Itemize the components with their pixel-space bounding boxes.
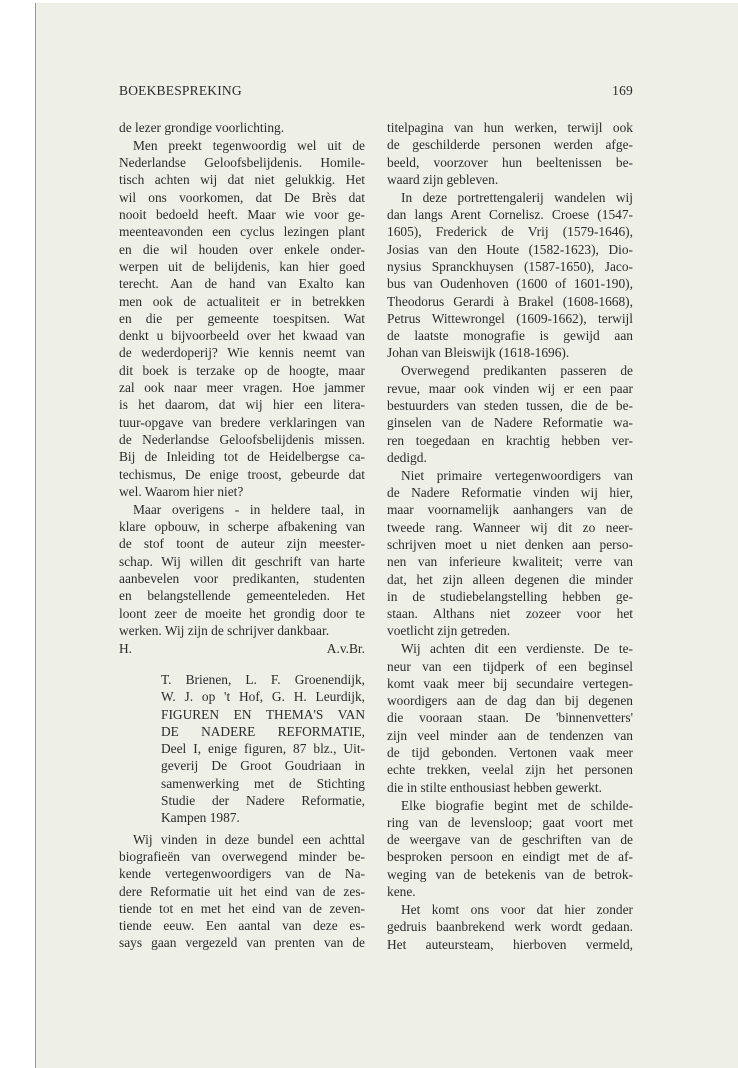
text-line: maar voornamelijk aanhangers van de [387, 502, 633, 518]
text-line: tweede rang. Wanneer wij dit zo neer- [387, 519, 633, 535]
book-reference [161, 671, 365, 827]
text-line: in de studiebelangstelling hebben ge- [387, 588, 633, 604]
paragraph [119, 119, 365, 136]
text-line: schap. Wij willen dit geschrift van harte [119, 553, 365, 569]
text-line: tuur-opgave van bredere verklaringen van [119, 414, 365, 430]
text-line: loont zeer de moeite het grondig door te [119, 605, 365, 621]
running-header: BOEKBESPREKING [119, 83, 242, 98]
page-number: 169 [612, 83, 633, 98]
text-line: ren toegedaan en krachtig hebben ver- [387, 432, 633, 448]
text-line: aanbevelen voor predikanten, studenten [119, 570, 365, 586]
text-line: Bij de Inleiding tot de Heidelbergse ca- [119, 449, 365, 465]
reference-line: FIGUREN EN THEMA'S VAN [161, 706, 365, 722]
scanned-page [35, 3, 738, 1068]
paragraph [387, 901, 633, 953]
text-line: is het daarom, dat wij hier een litera- [119, 397, 365, 413]
text-line: techismus, De enige troost, gebeurde dat [119, 466, 365, 482]
text-line: die vooraan staan. De 'binnenvetters' [387, 710, 633, 726]
reference-line: samenwerking met de Stichting [161, 775, 365, 791]
reference-line: W. J. op 't Hof, G. H. Leurdijk, [161, 689, 365, 705]
signature-initial: H. [119, 640, 133, 656]
text-line: dan langs Arent Cornelisz. Croese (1547- [387, 207, 633, 223]
text-line: nysius Spranckhuysen (1587-1650), Jaco- [387, 258, 633, 274]
text-line: 1605), Frederick de Vrij (1579-1646), [387, 224, 633, 240]
text-line: de Nederlandse Geloofsbelijdenis missen. [119, 431, 365, 447]
text-line: de wederdoperij? Wie kennis neemt van [119, 345, 365, 361]
text-line: meenteavonden een cyclus lezingen plant [119, 224, 365, 240]
reference-line: Studie der Nadere Reformatie, [161, 793, 365, 809]
review-signature [119, 640, 365, 657]
text-line: nooit bedoeld heeft. Maar wie voor ge- [119, 207, 365, 223]
reference-line: Deel I, enige figuren, 87 blz., Uit- [161, 741, 365, 757]
text-line: Elke biografie begint met de schilde- [401, 797, 633, 813]
text-line: nen van inferieure kwaliteit; verre van [387, 554, 633, 570]
text-line: weging van de betekenis van de betrok- [387, 866, 633, 882]
text-line: revue, maar ook vinden wij er een paar [387, 380, 633, 396]
text-line: bus van Oudenhoven (1600 of 1601-190), [387, 276, 633, 292]
text-line: terecht. Aan de hand van Exalto kan [119, 276, 365, 292]
text-line: Theodorus Gerardi à Brakel (1608-1668), [387, 293, 633, 309]
paragraph [119, 501, 365, 639]
paragraph [387, 640, 633, 796]
text-line: kene. [387, 884, 416, 900]
text-line: de weergave van de geschriften van de [387, 832, 633, 848]
text-line: waard zijn gebleven. [387, 171, 499, 187]
text-line: en die wil houden over enkele onder- [119, 241, 365, 257]
reference-line: geverij De Groot Goudriaan in [161, 758, 365, 774]
reference-line: T. Brienen, L. F. Groenendijk, [161, 671, 365, 687]
left-column [119, 119, 365, 952]
text-line: Niet primaire vertegenwoordigers van [401, 467, 633, 483]
text-line: die in stilte enthousiast hebben gewerkt. [387, 779, 602, 795]
right-column [387, 119, 633, 953]
left-paragraphs-after [119, 831, 365, 952]
text-line: en die per gemeente toespitsen. Wat [119, 310, 365, 326]
text-line: wel. Waarom hier niet? [119, 483, 244, 499]
text-line: en belangstellende gemeenteleden. Het [119, 588, 365, 604]
text-line: Petrus Wittewrongel (1609-1662), terwijl [387, 310, 633, 326]
paragraph [387, 362, 633, 466]
text-line: tiende eeuw. Een aantal van deze es- [119, 918, 365, 934]
text-line: kende vertegenwoordigers van de Na- [119, 866, 365, 882]
paragraph [387, 797, 633, 901]
signature-author: A.v.Br. [326, 640, 365, 656]
text-line: dere Reformatie uit het eind van de zes- [119, 883, 365, 899]
paragraph [119, 831, 365, 952]
paragraph [119, 137, 365, 500]
text-line: zijn veel minder aan de tendenzen van [387, 727, 633, 743]
reference-line: Kampen 1987. [161, 810, 240, 826]
text-line: Wij achten dit een verdienste. De te- [401, 641, 633, 657]
text-line: besproken persoon en eindigt met de af- [387, 849, 633, 865]
text-line: voetlicht zijn getreden. [387, 623, 511, 639]
text-line: echte trekken, veelal zijn het personen [387, 762, 633, 778]
text-line: de stof toont de auteur zijn meester- [119, 536, 365, 552]
text-line: dit boek is terzake op de hoogte, maar [119, 362, 365, 378]
paragraph [387, 467, 633, 640]
text-line: neur van een tijdperk of een beginsel [387, 658, 633, 674]
paragraph [387, 119, 633, 188]
text-line: tiende tot en met het eind van de zeven- [119, 900, 365, 916]
text-line: Maar overigens - in heldere taal, in [133, 501, 365, 517]
text-line: werken. Wij zijn de schrijver dankbaar. [119, 622, 330, 638]
text-line: Nederlandse Geloofsbelijdenis. Homile- [119, 155, 365, 171]
text-line: komt vaak meer bij secundaire vertegen- [387, 675, 633, 691]
text-line: men ook de actualiteit er in betrekken [119, 293, 365, 309]
text-line: woordigers aan de dag dan bij degenen [387, 693, 633, 709]
text-line: Het komt ons voor dat hier zonder [401, 901, 633, 917]
text-line: biografieën van overwegend minder be- [119, 848, 365, 864]
right-paragraphs [387, 119, 633, 953]
text-line: beeld, voorzover hun beeltenissen be- [387, 154, 633, 170]
text-line: staan. Althans niet zozeer voor het [387, 606, 633, 622]
text-line: de tijd gebonden. Vertonen vaak meer [387, 745, 633, 761]
text-line: de geschilderde personen werden afge- [387, 137, 633, 153]
text-line: Het auteursteam, hierboven vermeld, [387, 936, 633, 952]
left-paragraphs-before [119, 119, 365, 639]
text-line: tisch achten wij dat niet gelukkig. Het [119, 172, 365, 188]
text-line: ring van de levensloop; gaat voort met [387, 814, 633, 830]
text-line: Overwegend predikanten passeren de [401, 363, 633, 379]
text-line: denkt u bijvoorbeeld over het kwaad van [119, 328, 365, 344]
text-line: bestuurders van steden tussen, die de be- [387, 397, 633, 413]
reference-line: DE NADERE REFORMATIE, [161, 723, 365, 739]
text-line: wil ons voorkomen, dat De Brès dat [119, 189, 365, 205]
text-line: de lezer grondige voorlichting. [119, 120, 285, 135]
text-line: de laatste monografie is gewijd aan [387, 328, 633, 344]
text-line: zal ook naar meer vragen. Hoe jammer [119, 380, 365, 396]
text-line: klare opbouw, in scherpe afbakening van [119, 519, 365, 535]
text-line: dat, het zijn alleen degenen die minder [387, 571, 633, 587]
text-line: schrijven moet u niet denken aan perso- [387, 536, 633, 552]
text-line: Josias van den Houte (1582-1623), Dio- [387, 241, 633, 257]
text-line: In deze portrettengalerij wandelen wij [401, 189, 633, 205]
paragraph [387, 189, 633, 362]
text-line: says gaan vergezeld van prenten van de [119, 935, 365, 951]
text-line: de Nadere Reformatie vinden wij hier, [387, 485, 633, 501]
text-line: Men preekt tegenwoordig wel uit de [133, 137, 365, 153]
text-line: werpen uit de belijdenis, kan hier goed [119, 258, 365, 274]
text-line: ginselen van de Nadere Reformatie wa- [387, 415, 633, 431]
text-line: titelpagina van hun werken, terwijl ook [387, 120, 633, 135]
text-line: Johan van Bleiswijk (1618-1696). [387, 345, 570, 361]
text-line: dedigd. [387, 449, 427, 465]
text-line: gedruis baanbrekend werk wordt gedaan. [387, 919, 633, 935]
text-line: Wij vinden in deze bundel een achttal [133, 831, 365, 847]
